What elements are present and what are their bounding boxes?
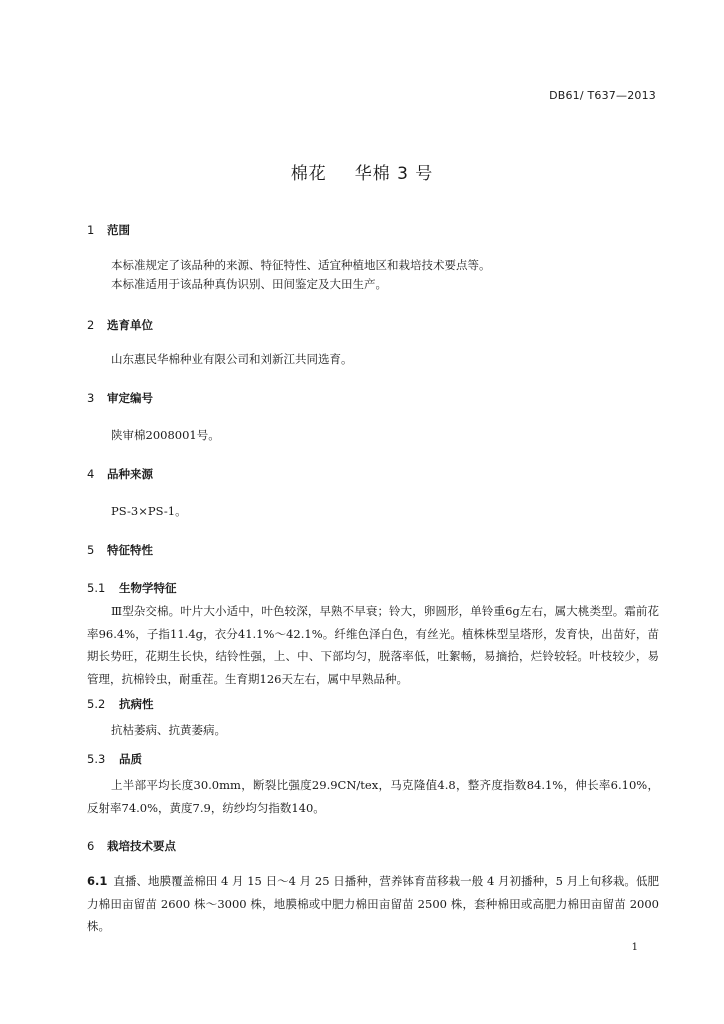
disease-resistance-paragraph: 抗枯萎病、抗黄萎病。 (111, 723, 226, 737)
section-title: 栽培技术要点 (107, 839, 176, 853)
breeder-paragraph: 山东惠民华棉种业有限公司和刘新江共同选育。 (111, 352, 353, 366)
section-heading-5-2 (87, 696, 154, 712)
section-heading-2 (87, 317, 153, 333)
section-title: 特征特性 (107, 543, 153, 557)
section-number: 5 (87, 543, 95, 557)
section-heading-4 (87, 466, 153, 482)
document-code: DB61/ T637—2013 (549, 89, 656, 102)
section-number: 4 (87, 467, 95, 481)
cultivation-paragraph-6-1 (87, 870, 659, 938)
clause-text: 直播、地膜覆盖棉田 4 月 15 日～4 月 25 日播种，营养钵育苗移栽一般 4 月初播种，5 月上旬移栽。低肥力棉田亩留苗 2600 株～3000 株，地膜棉或中肥力棉田亩留苗 2500 株，套种棉田或高肥力棉田亩留苗 2000 株。 (87, 874, 659, 933)
section-title: 审定编号 (107, 391, 153, 405)
quality-paragraph: 上半部平均长度30.0mm，断裂比强度29.9CN/tex，马克隆值4.8，整齐度指数84.1%，伸长率6.10%，反射率74.0%，黄度7.9，纺纱均匀指数140。 (87, 778, 659, 815)
title-variety: 华棉 3 号 (354, 164, 434, 184)
section-number: 2 (87, 318, 95, 332)
section-heading-6 (87, 838, 176, 854)
page-number: 1 (631, 942, 638, 953)
scope-paragraph-1: 本标准规定了该品种的来源、特征特性、适宜种植地区和栽培技术要点等。 (111, 258, 491, 272)
section-heading-5-3 (87, 751, 142, 767)
title-crop: 棉花 (290, 164, 327, 184)
section-number: 3 (87, 391, 95, 405)
section-number: 5.2 (87, 697, 106, 711)
section-number: 1 (87, 223, 95, 237)
approval-paragraph: 陕审棉2008001号。 (111, 428, 220, 442)
section-heading-1 (87, 222, 130, 238)
section-number: 5.1 (87, 581, 106, 595)
page-title (0, 159, 724, 184)
biological-traits-paragraph: Ⅲ型杂交棉。叶片大小适中，叶色较深，早熟不早衰；铃大，卵圆形，单铃重6g左右，属大桃类型。霜前花率96.4%，子指11.4g，衣分41.1%～42.1%。纤维色泽白色，有丝光。植株株型呈塔形，发育快，出苗好，苗期长势旺，花期生长快，结铃性强，上、中、下部均匀，脱落率低，吐絮畅，易摘拾，烂铃较轻。叶枝较少，易管理，抗棉铃虫，耐重茬。生育期126天左右，属中早熟品种。 (87, 604, 659, 686)
section-title: 抗病性 (119, 697, 154, 711)
section-title: 选育单位 (107, 318, 153, 332)
scope-paragraph-2: 本标准适用于该品种真伪识别、田间鉴定及大田生产。 (111, 277, 387, 291)
section-number: 5.3 (87, 752, 106, 766)
section-heading-5-1 (87, 580, 177, 596)
section-number: 6 (87, 839, 95, 853)
section-heading-5 (87, 542, 153, 558)
section-heading-3 (87, 390, 153, 406)
section-title: 生物学特征 (119, 581, 177, 595)
section-title: 范围 (107, 223, 130, 237)
section-title: 品种来源 (107, 467, 153, 481)
origin-paragraph: PS-3×PS-1。 (111, 504, 187, 518)
clause-number: 6.1 (87, 874, 108, 888)
section-title: 品质 (119, 752, 142, 766)
